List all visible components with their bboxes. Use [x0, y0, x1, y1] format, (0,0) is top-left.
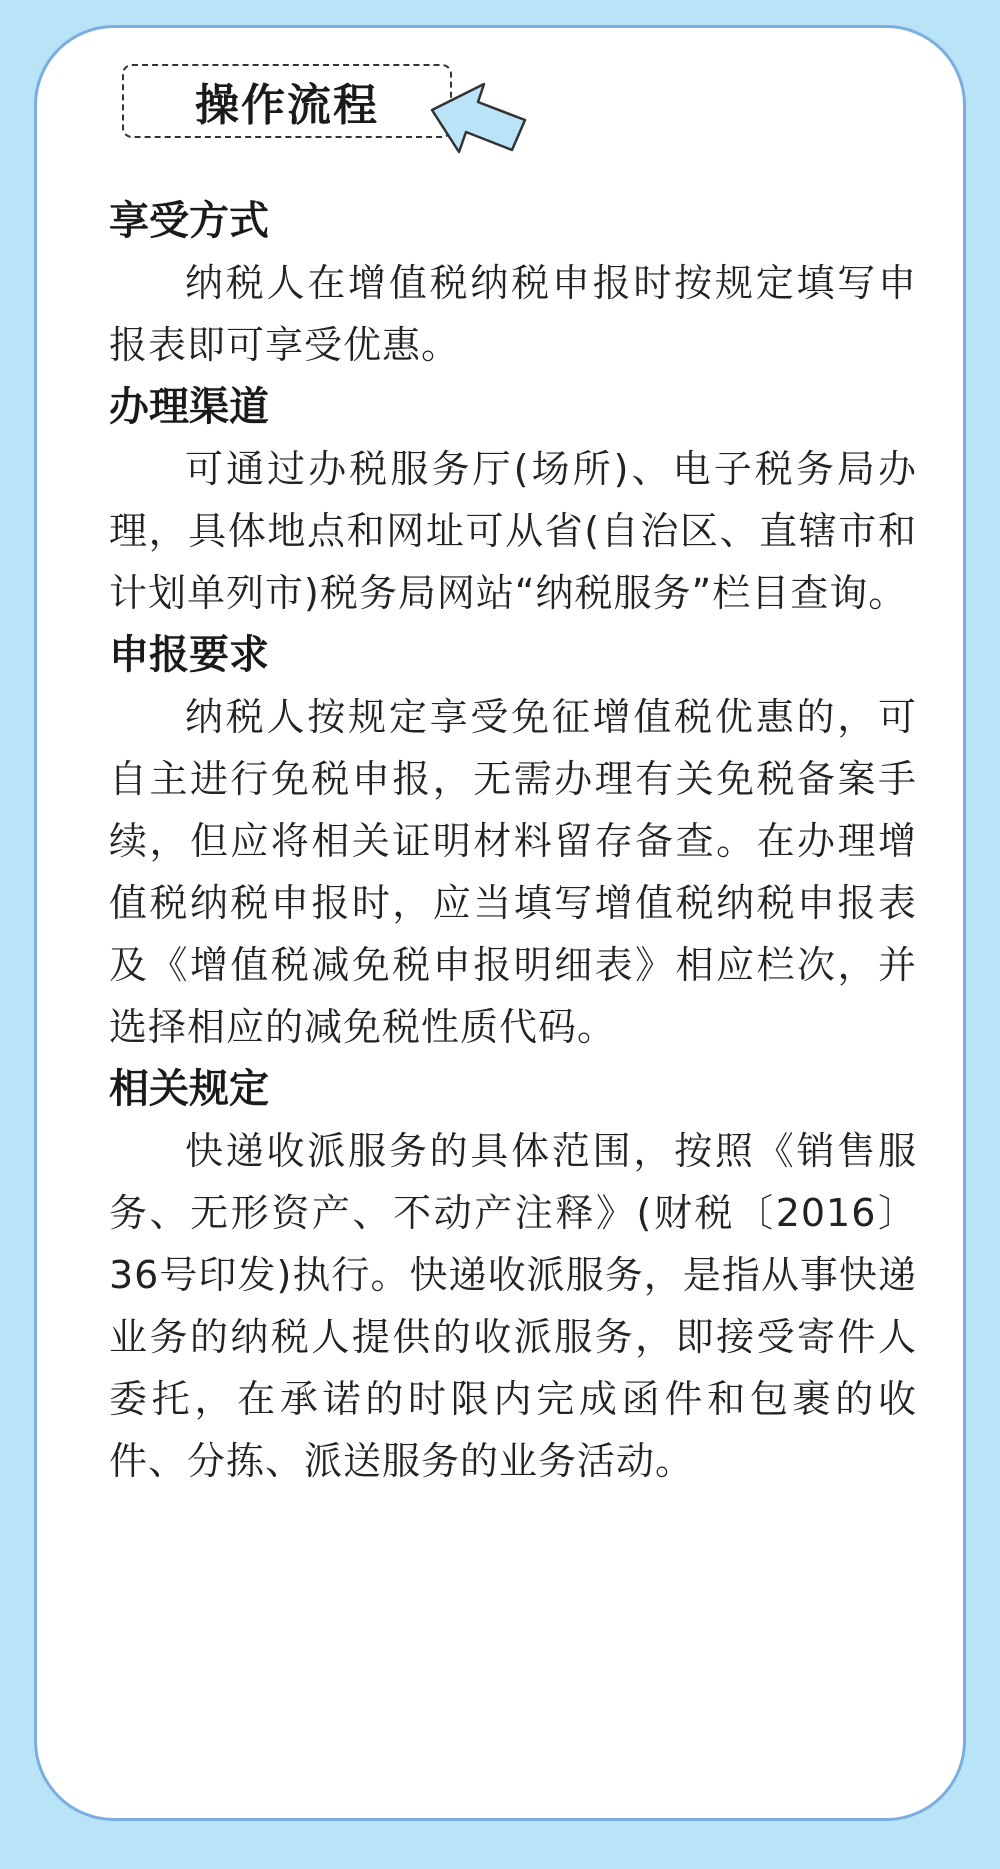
content-body	[109, 190, 917, 1492]
section-text: 纳税人在增值税纳税申报时按规定填写申报表即可享受优惠。	[109, 261, 917, 367]
section-heading: 享受方式	[109, 198, 269, 244]
section-heading: 办理渠道	[109, 384, 269, 430]
arrow-pointer-icon	[429, 76, 529, 186]
section-text: 可通过办税服务厅(场所)、电子税务局办理，具体地点和网址可从省(自治区、直辖市和计划单列市)税务局网站“纳税服务”栏目查询。	[109, 447, 917, 615]
section-heading: 申报要求	[109, 632, 269, 678]
section-text: 纳税人按规定享受免征增值税优惠的，可自主进行免税申报，无需办理有关免税备案手续，但应将相关证明材料留存备查。在办理增值税纳税申报时，应当填写增值税纳税申报表及《增值税减免税申报明细表》相应栏次，并选择相应的减免税性质代码。	[109, 695, 917, 1049]
section-text: 快递收派服务的具体范围，按照《销售服务、无形资产、不动产注释》(财税〔2016〕36号印发)执行。快递收派服务，是指从事快递业务的纳税人提供的收派服务，即接受寄件人委托，在承诺的时限内完成函件和包裹的收件、分拣、派送服务的业务活动。	[109, 1129, 917, 1483]
page-title: 操作流程	[122, 64, 452, 138]
section-filing-requirement	[109, 624, 917, 1058]
section-heading: 相关规定	[109, 1066, 269, 1112]
section-related-rules	[109, 1058, 917, 1492]
section-channel	[109, 376, 917, 624]
content-card	[34, 25, 966, 1821]
section-enjoy-method	[109, 190, 917, 376]
